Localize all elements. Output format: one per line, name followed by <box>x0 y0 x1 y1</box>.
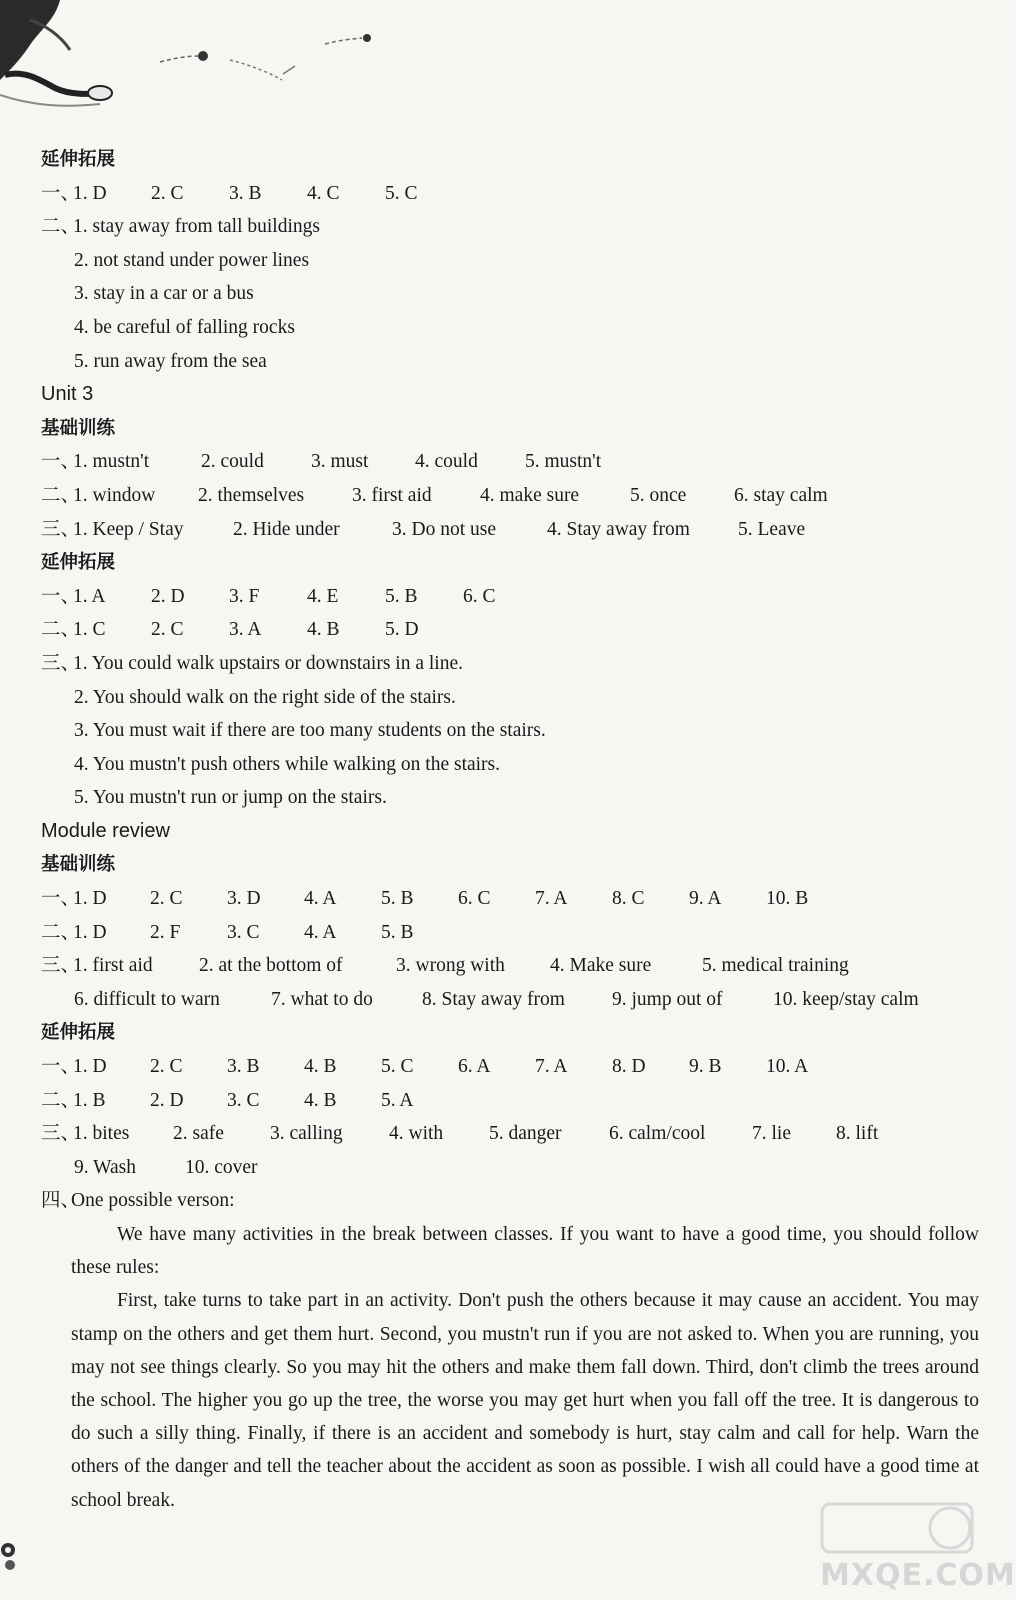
answer: 4. C <box>307 182 340 204</box>
answer-row <box>41 613 971 647</box>
answer: 6. A <box>458 1056 491 1078</box>
answer: 5. Leave <box>738 518 806 540</box>
answer: 1. D <box>73 888 107 910</box>
answer: 3. A <box>229 619 262 641</box>
answer: 9. A <box>689 888 722 910</box>
answer: 5. once <box>630 484 687 506</box>
answer-row <box>41 647 971 681</box>
answer: 3. C <box>227 1089 260 1111</box>
answer: 4. make sure <box>480 484 580 506</box>
answer-row <box>41 1117 971 1151</box>
answer-row <box>41 580 971 614</box>
answer: 5. run away from the sea <box>74 350 267 372</box>
answer: 4. B <box>304 1056 337 1078</box>
answer-row <box>41 1050 971 1084</box>
answer: 1. B <box>73 1089 106 1111</box>
question-number: 一、 <box>41 182 81 204</box>
answer: 2. at the bottom of <box>199 955 343 977</box>
answer: 5. B <box>381 888 414 910</box>
answer: 4. You mustn't push others while walking on the stairs. <box>74 753 501 775</box>
answer: 1. first aid <box>73 955 153 977</box>
answer: 2. C <box>150 1056 183 1078</box>
answer: 7. A <box>535 1056 568 1078</box>
answer: 5. C <box>385 182 418 204</box>
answer: 4. could <box>415 451 478 473</box>
answer: 3. B <box>227 1056 260 1078</box>
question-number: 三、 <box>41 1123 81 1145</box>
answer: 1. stay away from tall buildings <box>73 216 320 238</box>
question-number: 四、 <box>41 1190 81 1212</box>
answer: 10. keep/stay calm <box>773 988 919 1010</box>
answer-row <box>41 210 971 244</box>
answer-row <box>41 1184 971 1218</box>
answer: 4. Make sure <box>550 955 652 977</box>
essay-paragraph: First, take turns to take part in an activity. Don't push the others because it may cause an accident. You may stamp on the others and get them hurt. Second, you mustn't run if you are not asked to. When you are running, you may not see things clearly. So you may hit the others and make them fall down. Third, don't climb the trees around the school. The higher you go up the tree, the worse you may get hurt when you fall off the tree. It is dangerous to do such a silly thing. Finally, if there is an accident and somebody is hurt, stay calm and call for help. Warn the others of the danger and tell the teacher about the accident as soon as possible. I wish all could have a good time at school break. <box>71 1290 979 1511</box>
answer: 3. first aid <box>352 484 432 506</box>
answer: 3. must <box>311 451 369 473</box>
answer: 3. wrong with <box>396 955 505 977</box>
question-number: 一、 <box>41 585 81 607</box>
section-heading: 延伸拓展 <box>41 1022 116 1044</box>
answer: 5. D <box>385 619 419 641</box>
answer: 5. medical training <box>702 955 849 977</box>
answer: 2. Hide under <box>233 518 340 540</box>
answer: 3. You must wait if there are too many students on the stairs. <box>74 720 546 742</box>
answer-row <box>41 1151 971 1185</box>
answer: 4. A <box>304 921 337 943</box>
essay-label: One possible verson: <box>71 1190 235 1212</box>
answer: 2. themselves <box>198 484 305 506</box>
answer-row <box>41 1084 971 1118</box>
answer: 6. stay calm <box>734 484 828 506</box>
answer-key <box>41 143 979 1517</box>
question-number: 三、 <box>41 652 81 674</box>
answer: 5. C <box>381 1056 414 1078</box>
answer: 8. D <box>612 1056 646 1078</box>
answer-row <box>41 882 971 916</box>
answer: 5. B <box>381 921 414 943</box>
answer: 5. You mustn't run or jump on the stairs. <box>74 787 387 809</box>
answer: 2. safe <box>173 1123 224 1145</box>
answer: 3. D <box>227 888 261 910</box>
question-number: 一、 <box>41 888 81 910</box>
answer: 10. A <box>766 1056 809 1078</box>
answer: 4. B <box>307 619 340 641</box>
answer: 4. be careful of falling rocks <box>74 316 295 338</box>
section-heading: 基础训练 <box>41 417 116 439</box>
question-number: 三、 <box>41 518 81 540</box>
answer: 3. calling <box>270 1123 343 1145</box>
answer: 2. F <box>150 921 181 943</box>
answer: 1. bites <box>73 1123 130 1145</box>
answer: 1. A <box>73 585 106 607</box>
question-number: 二、 <box>41 1089 81 1111</box>
watermark-text: MXQE.COM <box>820 1558 1016 1593</box>
answer-row <box>41 177 971 211</box>
answer: 3. Do not use <box>392 518 496 540</box>
answer: 8. C <box>612 888 645 910</box>
answer: 5. B <box>385 585 418 607</box>
answer: 4. B <box>304 1089 337 1111</box>
question-number: 二、 <box>41 216 81 238</box>
answer: 3. stay in a car or a bus <box>74 283 254 305</box>
corner-decoration <box>0 1535 30 1575</box>
answer: 9. Wash <box>74 1156 136 1178</box>
section-heading: 基础训练 <box>41 854 116 876</box>
answer: 6. C <box>458 888 491 910</box>
essay-paragraph: We have many activities in the break between classes. If you want to have a good time, you should follow these rules: <box>71 1224 979 1279</box>
section-heading: 延伸拓展 <box>41 552 116 574</box>
section-heading: 延伸拓展 <box>41 149 116 170</box>
question-number: 三、 <box>41 955 81 977</box>
answer: 4. E <box>307 585 339 607</box>
answer: 6. calm/cool <box>609 1123 706 1145</box>
answer: 1. D <box>73 182 107 204</box>
question-number: 二、 <box>41 921 81 943</box>
question-number: 一、 <box>41 1056 81 1078</box>
answer: 6. difficult to warn <box>74 988 220 1010</box>
answer: 4. with <box>389 1123 444 1145</box>
answer: 1. You could walk upstairs or downstairs in a line. <box>73 652 463 674</box>
question-number: 二、 <box>41 484 81 506</box>
answer: 8. lift <box>836 1123 879 1145</box>
answer: 6. C <box>463 585 496 607</box>
answer: 2. C <box>151 619 184 641</box>
unit-title: Unit 3 <box>41 383 94 406</box>
answer: 4. A <box>304 888 337 910</box>
answer: 1. Keep / Stay <box>73 518 184 540</box>
sample-essay <box>71 1218 979 1517</box>
answer: 5. A <box>381 1089 414 1111</box>
answer: 3. C <box>227 921 260 943</box>
answer: 8. Stay away from <box>422 988 565 1010</box>
answer: 2. could <box>201 451 264 473</box>
question-number: 二、 <box>41 619 81 641</box>
answer: 1. mustn't <box>73 451 150 473</box>
answer-row <box>41 983 971 1017</box>
golfer-illustration <box>0 0 400 120</box>
answer-row <box>41 513 971 547</box>
question-number: 一、 <box>41 451 81 473</box>
answer: 5. mustn't <box>525 451 602 473</box>
answer-row <box>41 479 971 513</box>
answer: 7. A <box>535 888 568 910</box>
answer: 7. what to do <box>271 988 373 1010</box>
answer-row <box>41 916 971 950</box>
answer: 9. B <box>689 1056 722 1078</box>
answer: 2. D <box>150 1089 184 1111</box>
answer: 4. Stay away from <box>547 518 690 540</box>
answer: 1. D <box>73 1056 107 1078</box>
answer: 2. C <box>150 888 183 910</box>
answer: 2. not stand under power lines <box>74 249 310 271</box>
answer: 5. danger <box>489 1123 562 1145</box>
answer-row <box>41 445 971 479</box>
answer: 3. F <box>229 585 260 607</box>
answer: 9. jump out of <box>612 988 723 1010</box>
review-title: Module review <box>41 819 170 842</box>
answer: 10. cover <box>185 1156 258 1178</box>
answer: 1. C <box>73 619 106 641</box>
answer-row <box>41 949 971 983</box>
answer: 10. B <box>766 888 809 910</box>
answer: 2. D <box>151 585 185 607</box>
answer: 3. B <box>229 182 262 204</box>
answer: 7. lie <box>752 1123 791 1145</box>
answer: 1. window <box>73 484 156 506</box>
answer: 1. D <box>73 921 107 943</box>
answer: 2. You should walk on the right side of the stairs. <box>74 686 456 708</box>
answer: 2. C <box>151 182 184 204</box>
